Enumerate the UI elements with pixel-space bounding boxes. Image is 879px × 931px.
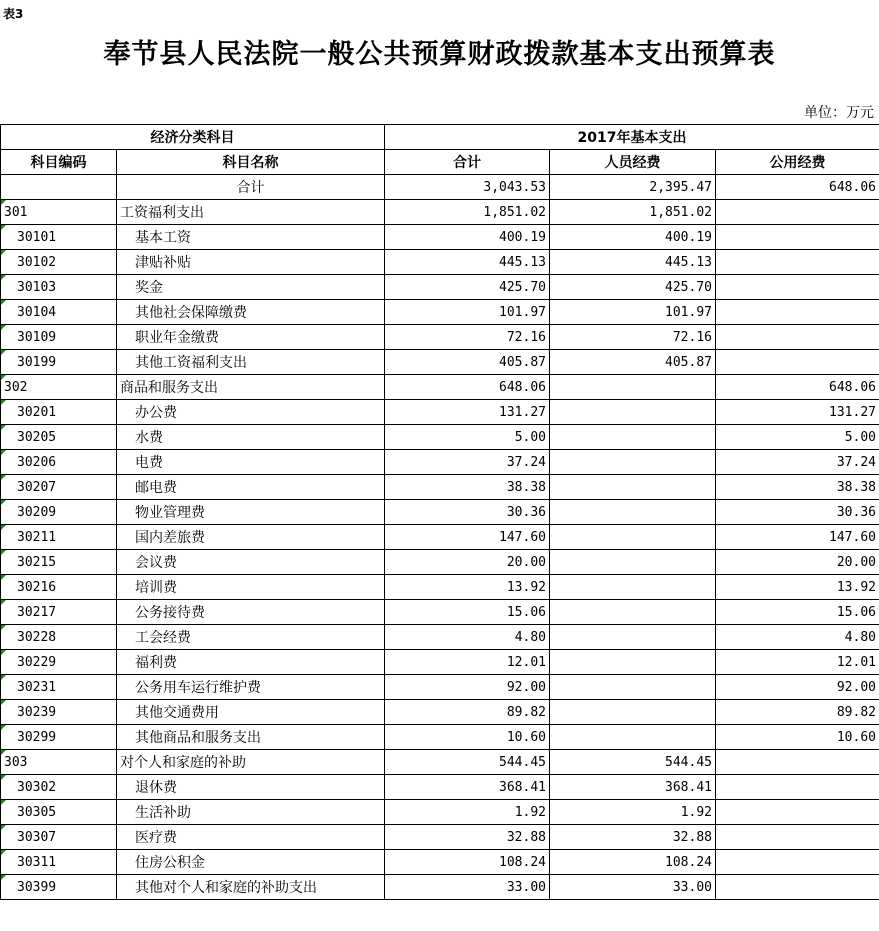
cell-marker-icon: [1, 300, 6, 305]
cell-personnel: [550, 675, 716, 700]
cell-name: 奖金: [117, 275, 385, 300]
cell-name: 退休费: [117, 775, 385, 800]
cell-marker-icon: [1, 475, 6, 480]
cell-marker-icon: [1, 850, 6, 855]
table-row: [1, 375, 879, 400]
cell-code-text: 30228: [17, 629, 57, 645]
table-body: [1, 175, 879, 900]
cell-total: 1.92: [385, 800, 550, 825]
cell-name: 其他社会保障缴费: [117, 300, 385, 325]
cell-code: [1, 625, 117, 650]
cell-total: 101.97: [385, 300, 550, 325]
cell-personnel: 1.92: [550, 800, 716, 825]
cell-marker-icon: [1, 525, 6, 530]
cell-code-text: 30207: [17, 479, 57, 495]
cell-public: [716, 775, 879, 800]
table-row: [1, 500, 879, 525]
table-row: [1, 750, 879, 775]
cell-total: 32.88: [385, 825, 550, 850]
cell-marker-icon: [1, 350, 6, 355]
cell-code-text: 30205: [17, 429, 57, 445]
cell-code: [1, 250, 117, 275]
table-row: [1, 550, 879, 575]
cell-total: 1,851.02: [385, 200, 550, 225]
cell-code-text: 30399: [17, 879, 57, 895]
cell-public: [716, 300, 879, 325]
cell-total: 425.70: [385, 275, 550, 300]
cell-code: [1, 825, 117, 850]
cell-code: [1, 575, 117, 600]
cell-marker-icon: [1, 400, 6, 405]
cell-marker-icon: [1, 700, 6, 705]
cell-code: [1, 375, 117, 400]
cell-code-text: 30217: [17, 604, 57, 620]
cell-code-text: 30201: [17, 404, 57, 420]
header-code: 科目编码: [1, 150, 117, 175]
cell-public: 131.27: [716, 400, 879, 425]
table-row: [1, 350, 879, 375]
cell-code-text: 30231: [17, 679, 57, 695]
cell-total: 13.92: [385, 575, 550, 600]
cell-public: [716, 850, 879, 875]
cell-name: 其他交通费用: [117, 700, 385, 725]
cell-code: [1, 450, 117, 475]
cell-code: [1, 700, 117, 725]
cell-code: [1, 175, 117, 200]
cell-personnel: [550, 700, 716, 725]
cell-name: 电费: [117, 450, 385, 475]
cell-code-text: 30109: [17, 329, 57, 345]
cell-personnel: [550, 425, 716, 450]
cell-code: [1, 225, 117, 250]
cell-personnel: [550, 500, 716, 525]
cell-total: 37.24: [385, 450, 550, 475]
table-row: [1, 525, 879, 550]
cell-code-text: 30102: [17, 254, 57, 270]
table-row: [1, 725, 879, 750]
cell-total: 12.01: [385, 650, 550, 675]
cell-personnel: 544.45: [550, 750, 716, 775]
cell-name: 国内差旅费: [117, 525, 385, 550]
cell-marker-icon: [1, 600, 6, 605]
cell-code: [1, 400, 117, 425]
cell-personnel: [550, 725, 716, 750]
cell-personnel: [550, 625, 716, 650]
cell-personnel: [550, 525, 716, 550]
cell-personnel: [550, 575, 716, 600]
cell-name: 合计: [117, 175, 385, 200]
cell-total: 5.00: [385, 425, 550, 450]
cell-public: [716, 325, 879, 350]
cell-name: 工会经费: [117, 625, 385, 650]
cell-name: 福利费: [117, 650, 385, 675]
table-row: [1, 325, 879, 350]
cell-code-text: 30311: [17, 854, 57, 870]
cell-total: 4.80: [385, 625, 550, 650]
cell-public: 38.38: [716, 475, 879, 500]
cell-code: [1, 800, 117, 825]
cell-name: 培训费: [117, 575, 385, 600]
cell-name: 津贴补贴: [117, 250, 385, 275]
cell-personnel: 425.70: [550, 275, 716, 300]
cell-personnel: [550, 375, 716, 400]
cell-public: 13.92: [716, 575, 879, 600]
cell-marker-icon: [1, 650, 6, 655]
cell-public: 12.01: [716, 650, 879, 675]
table-row: [1, 600, 879, 625]
page-title: 奉节县人民法院一般公共预算财政拨款基本支出预算表: [103, 39, 776, 70]
table-row: [1, 400, 879, 425]
cell-personnel: 101.97: [550, 300, 716, 325]
table-row: [1, 275, 879, 300]
cell-total: 38.38: [385, 475, 550, 500]
cell-total: 368.41: [385, 775, 550, 800]
cell-public: 37.24: [716, 450, 879, 475]
cell-marker-icon: [1, 275, 6, 280]
cell-code-text: 30216: [17, 579, 57, 595]
cell-code-text: 30299: [17, 729, 57, 745]
table-row: [1, 575, 879, 600]
cell-code: [1, 425, 117, 450]
cell-public: 10.60: [716, 725, 879, 750]
cell-public: 648.06: [716, 175, 879, 200]
cell-marker-icon: [1, 625, 6, 630]
cell-total: 20.00: [385, 550, 550, 575]
cell-personnel: 108.24: [550, 850, 716, 875]
cell-marker-icon: [1, 675, 6, 680]
table-row: [1, 450, 879, 475]
cell-total: 3,043.53: [385, 175, 550, 200]
cell-name: 工资福利支出: [117, 200, 385, 225]
cell-marker-icon: [1, 725, 6, 730]
header-public: 公用经费: [716, 150, 879, 175]
cell-name: 邮电费: [117, 475, 385, 500]
cell-public: [716, 750, 879, 775]
cell-personnel: [550, 600, 716, 625]
table-row: [1, 225, 879, 250]
cell-marker-icon: [1, 425, 6, 430]
cell-code: [1, 875, 117, 900]
cell-public: 20.00: [716, 550, 879, 575]
cell-code: [1, 525, 117, 550]
cell-public: [716, 875, 879, 900]
cell-code-text: 303: [4, 754, 28, 770]
cell-public: 89.82: [716, 700, 879, 725]
cell-marker-icon: [1, 775, 6, 780]
cell-code-text: 302: [4, 379, 28, 395]
cell-personnel: [550, 550, 716, 575]
table-row: [1, 675, 879, 700]
cell-code-text: 30305: [17, 804, 57, 820]
table-row: [1, 700, 879, 725]
cell-name: 其他商品和服务支出: [117, 725, 385, 750]
cell-name: 住房公积金: [117, 850, 385, 875]
header-basic-expenditure: 2017年基本支出: [385, 125, 879, 150]
cell-code: [1, 275, 117, 300]
cell-public: [716, 800, 879, 825]
cell-public: [716, 200, 879, 225]
cell-code: [1, 725, 117, 750]
cell-code: [1, 200, 117, 225]
table-row: [1, 475, 879, 500]
cell-code: [1, 675, 117, 700]
cell-total: 10.60: [385, 725, 550, 750]
cell-total: 445.13: [385, 250, 550, 275]
cell-personnel: [550, 450, 716, 475]
cell-code: [1, 750, 117, 775]
table-number-label: 表3: [3, 7, 24, 21]
table-row: [1, 650, 879, 675]
cell-marker-icon: [1, 500, 6, 505]
cell-code: [1, 850, 117, 875]
cell-public: [716, 350, 879, 375]
cell-name: 其他对个人和家庭的补助支出: [117, 875, 385, 900]
cell-marker-icon: [1, 875, 6, 880]
cell-public: 30.36: [716, 500, 879, 525]
cell-code-text: 30302: [17, 779, 57, 795]
cell-code-text: 30229: [17, 654, 57, 670]
table-row: [1, 875, 879, 900]
cell-marker-icon: [1, 200, 6, 205]
cell-code-text: 30101: [17, 229, 57, 245]
cell-marker-icon: [1, 375, 6, 380]
cell-name: 办公费: [117, 400, 385, 425]
cell-public: 15.06: [716, 600, 879, 625]
cell-total: 108.24: [385, 850, 550, 875]
cell-name: 其他工资福利支出: [117, 350, 385, 375]
cell-name: 职业年金缴费: [117, 325, 385, 350]
cell-total: 89.82: [385, 700, 550, 725]
cell-marker-icon: [1, 450, 6, 455]
header-personnel: 人员经费: [550, 150, 716, 175]
cell-personnel: 1,851.02: [550, 200, 716, 225]
cell-code-text: 301: [4, 204, 28, 220]
cell-total: 147.60: [385, 525, 550, 550]
cell-total: 30.36: [385, 500, 550, 525]
cell-code: [1, 600, 117, 625]
cell-personnel: 445.13: [550, 250, 716, 275]
cell-total: 648.06: [385, 375, 550, 400]
table-row: [1, 300, 879, 325]
cell-code: [1, 550, 117, 575]
cell-public: 147.60: [716, 525, 879, 550]
header-total: 合计: [385, 150, 550, 175]
cell-marker-icon: [1, 250, 6, 255]
cell-public: [716, 275, 879, 300]
cell-total: 544.45: [385, 750, 550, 775]
header-economic-category: 经济分类科目: [1, 125, 385, 150]
table-row: [1, 200, 879, 225]
cell-public: 4.80: [716, 625, 879, 650]
cell-public: [716, 250, 879, 275]
cell-code: [1, 775, 117, 800]
cell-marker-icon: [1, 800, 6, 805]
cell-code-text: 30211: [17, 529, 57, 545]
table-row: [1, 175, 879, 200]
cell-personnel: [550, 650, 716, 675]
cell-total: 92.00: [385, 675, 550, 700]
cell-marker-icon: [1, 575, 6, 580]
cell-public: 92.00: [716, 675, 879, 700]
cell-public: [716, 225, 879, 250]
cell-code: [1, 300, 117, 325]
cell-code: [1, 350, 117, 375]
cell-public: [716, 825, 879, 850]
budget-table: [0, 124, 879, 900]
cell-total: 405.87: [385, 350, 550, 375]
cell-marker-icon: [1, 825, 6, 830]
header-name: 科目名称: [117, 150, 385, 175]
cell-total: 72.16: [385, 325, 550, 350]
cell-personnel: [550, 400, 716, 425]
table-row: [1, 800, 879, 825]
cell-personnel: 72.16: [550, 325, 716, 350]
cell-name: 医疗费: [117, 825, 385, 850]
table-row: [1, 775, 879, 800]
cell-name: 生活补助: [117, 800, 385, 825]
cell-code-text: 30215: [17, 554, 57, 570]
cell-personnel: 400.19: [550, 225, 716, 250]
cell-personnel: 368.41: [550, 775, 716, 800]
cell-code-text: 30239: [17, 704, 57, 720]
cell-code: [1, 475, 117, 500]
table-row: [1, 850, 879, 875]
cell-code-text: 30307: [17, 829, 57, 845]
cell-code-text: 30209: [17, 504, 57, 520]
cell-code-text: 30199: [17, 354, 57, 370]
cell-code: [1, 325, 117, 350]
cell-total: 400.19: [385, 225, 550, 250]
cell-personnel: 2,395.47: [550, 175, 716, 200]
cell-name: 公务接待费: [117, 600, 385, 625]
cell-personnel: 32.88: [550, 825, 716, 850]
cell-code-text: 30206: [17, 454, 57, 470]
table-row: [1, 625, 879, 650]
cell-code: [1, 500, 117, 525]
cell-name: 会议费: [117, 550, 385, 575]
table-row: [1, 425, 879, 450]
cell-name: 基本工资: [117, 225, 385, 250]
cell-code: [1, 650, 117, 675]
cell-public: 5.00: [716, 425, 879, 450]
cell-name: 水费: [117, 425, 385, 450]
cell-personnel: [550, 475, 716, 500]
cell-personnel: 33.00: [550, 875, 716, 900]
cell-name: 公务用车运行维护费: [117, 675, 385, 700]
unit-label: 单位：万元: [804, 105, 874, 121]
cell-name: 商品和服务支出: [117, 375, 385, 400]
cell-personnel: 405.87: [550, 350, 716, 375]
cell-marker-icon: [1, 750, 6, 755]
cell-total: 15.06: [385, 600, 550, 625]
cell-total: 33.00: [385, 875, 550, 900]
cell-code-text: 30104: [17, 304, 57, 320]
cell-marker-icon: [1, 225, 6, 230]
cell-name: 物业管理费: [117, 500, 385, 525]
cell-total: 131.27: [385, 400, 550, 425]
cell-marker-icon: [1, 325, 6, 330]
table-row: [1, 250, 879, 275]
cell-name: 对个人和家庭的补助: [117, 750, 385, 775]
table-row: [1, 825, 879, 850]
cell-public: 648.06: [716, 375, 879, 400]
cell-marker-icon: [1, 550, 6, 555]
cell-code-text: 30103: [17, 279, 57, 295]
